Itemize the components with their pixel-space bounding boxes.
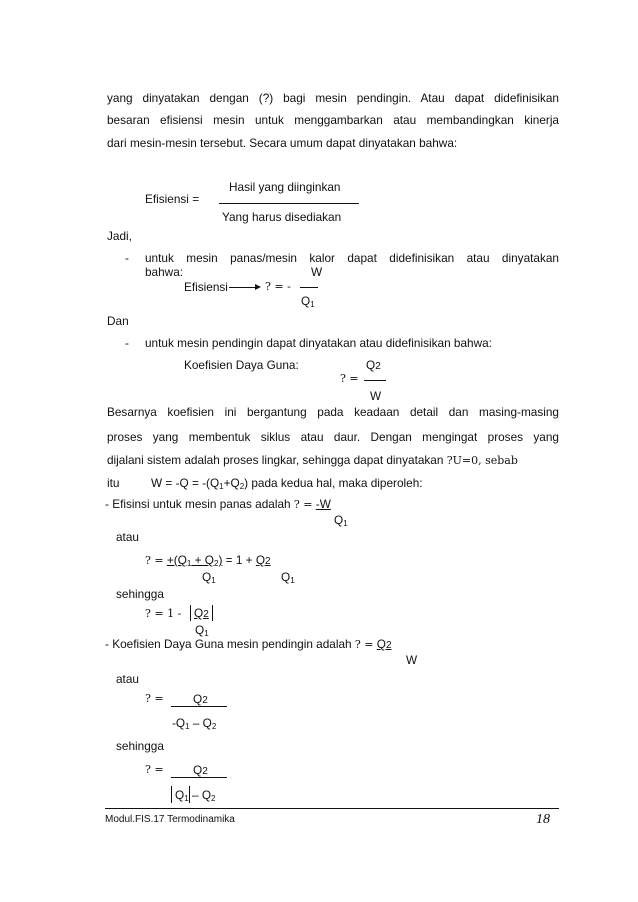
page-number: 18 xyxy=(536,812,550,827)
footer-rule xyxy=(105,808,559,809)
koefisien-eq2-den: $-Q_1 - Q_2$ xyxy=(172,716,217,731)
fraction-bar xyxy=(171,777,227,778)
paragraph-1-line-1: yang dinyatakan dengan (?) bagi mesin pendingin. Atau dapat didefinisikan xyxy=(107,91,559,105)
efisiensi-eq3-num: Q2 xyxy=(194,606,209,620)
bullet-1-denominator: $Q_1$ xyxy=(301,294,315,309)
efisiensi-eq2-den1: $Q_1$ xyxy=(202,570,216,585)
right-arrow-icon xyxy=(229,287,259,288)
dan-label: Dan xyxy=(107,314,129,328)
efisiensi-section-line: - Efisinsi untuk mesin panas adalah ? = -W xyxy=(105,497,331,511)
fraction-bar xyxy=(171,706,227,707)
bullet-dash: - xyxy=(125,336,129,350)
paragraph-2-line-1: Besarnya koefisien ini bergantung pada keadaan detail dan masing-masing xyxy=(107,405,559,419)
koefisien-section-denominator: W xyxy=(406,653,418,667)
bullet-1-formula-label: Efisiensi xyxy=(184,280,228,294)
efisiensi-eq3-den: $Q_1$ xyxy=(195,623,209,638)
paragraph-2-line-4: $W = -Q = -(Q_1+Q_2)$ pada kedua hal, maka diperoleh: xyxy=(151,476,423,491)
abs-bar-left xyxy=(190,605,191,621)
paragraph-2-line-3: dijalani sistem adalah proses lingkar, sehingga dapat dinyatakan ?U=0, sebab xyxy=(107,453,518,467)
paragraph-2-line-4-itu: itu xyxy=(107,476,120,490)
fraction-bar xyxy=(300,287,318,288)
efisiensi-eq2-den2: $Q_1$ xyxy=(281,570,295,585)
koefisien-section-line: - Koefisien Daya Guna mesin pendingin adalah ? = Q2 xyxy=(105,637,392,651)
efisiensi-eq2: ? = $+(Q_1 + Q_2) = 1 + Q2$ xyxy=(145,553,271,568)
sehingga-label: sehingga xyxy=(116,587,164,601)
efisiensi-numerator: Hasil yang diinginkan xyxy=(229,180,341,194)
sehingga-label: sehingga xyxy=(116,739,164,753)
bullet-2-numerator: Q2 xyxy=(366,358,381,372)
bullet-1-numerator: W xyxy=(311,265,323,279)
paragraph-2-line-2: proses yang membentuk siklus atau daur. Dengan mengingat proses yang xyxy=(107,430,559,444)
koefisien-eq3-head: ? = xyxy=(145,763,164,776)
atau-label: atau xyxy=(116,672,139,686)
efisiensi-section-denominator: $Q_1$ xyxy=(334,513,348,528)
bullet-dash: - xyxy=(125,251,129,265)
footer-module: Modul.FIS.17 Termodinamika xyxy=(105,814,235,825)
bullet-2-eq: ? = xyxy=(340,372,359,385)
koefisien-eq3-num: Q2 xyxy=(193,763,208,777)
koefisien-eq2-head: ? = xyxy=(145,692,164,705)
koefisien-eq2-num: Q2 xyxy=(193,692,208,706)
jadi-label: Jadi, xyxy=(107,229,132,243)
koefisien-eq3-den: $Q_1$ xyxy=(175,788,189,803)
abs-bar-right xyxy=(189,786,190,803)
paragraph-1-line-2: besaran efisiensi mesin untuk menggambarkan atau membandingkan kinerja xyxy=(107,113,559,127)
bullet-1-formula-eq: ? = - xyxy=(265,280,291,293)
fraction-bar xyxy=(219,203,359,204)
bullet-2-text: untuk mesin pendingin dapat dinyatakan atau didefinisikan bahwa: xyxy=(145,336,492,350)
fraction-bar xyxy=(364,380,386,381)
abs-bar-right xyxy=(212,605,213,621)
bullet-1-line-1: untuk mesin panas/mesin kalor dapat didefinisikan atau dinyatakan xyxy=(145,251,559,265)
bullet-2-denominator: W xyxy=(370,389,382,403)
efisiensi-eq3: ? = 1 - xyxy=(145,607,182,620)
atau-label: atau xyxy=(116,530,139,544)
bullet-2-formula-label: Koefisien Daya Guna: xyxy=(184,358,299,372)
paragraph-1-line-3: dari mesin-mesin tersebut. Secara umum dapat dinyatakan bahwa: xyxy=(107,136,458,150)
bullet-1-line-2: bahwa: xyxy=(145,265,184,279)
efisiensi-denominator: Yang harus disediakan xyxy=(222,210,342,224)
koefisien-eq3-den-b: – $Q_2$ xyxy=(192,788,216,803)
efisiensi-label: Efisiensi = xyxy=(145,192,200,206)
abs-bar-left xyxy=(171,786,172,803)
